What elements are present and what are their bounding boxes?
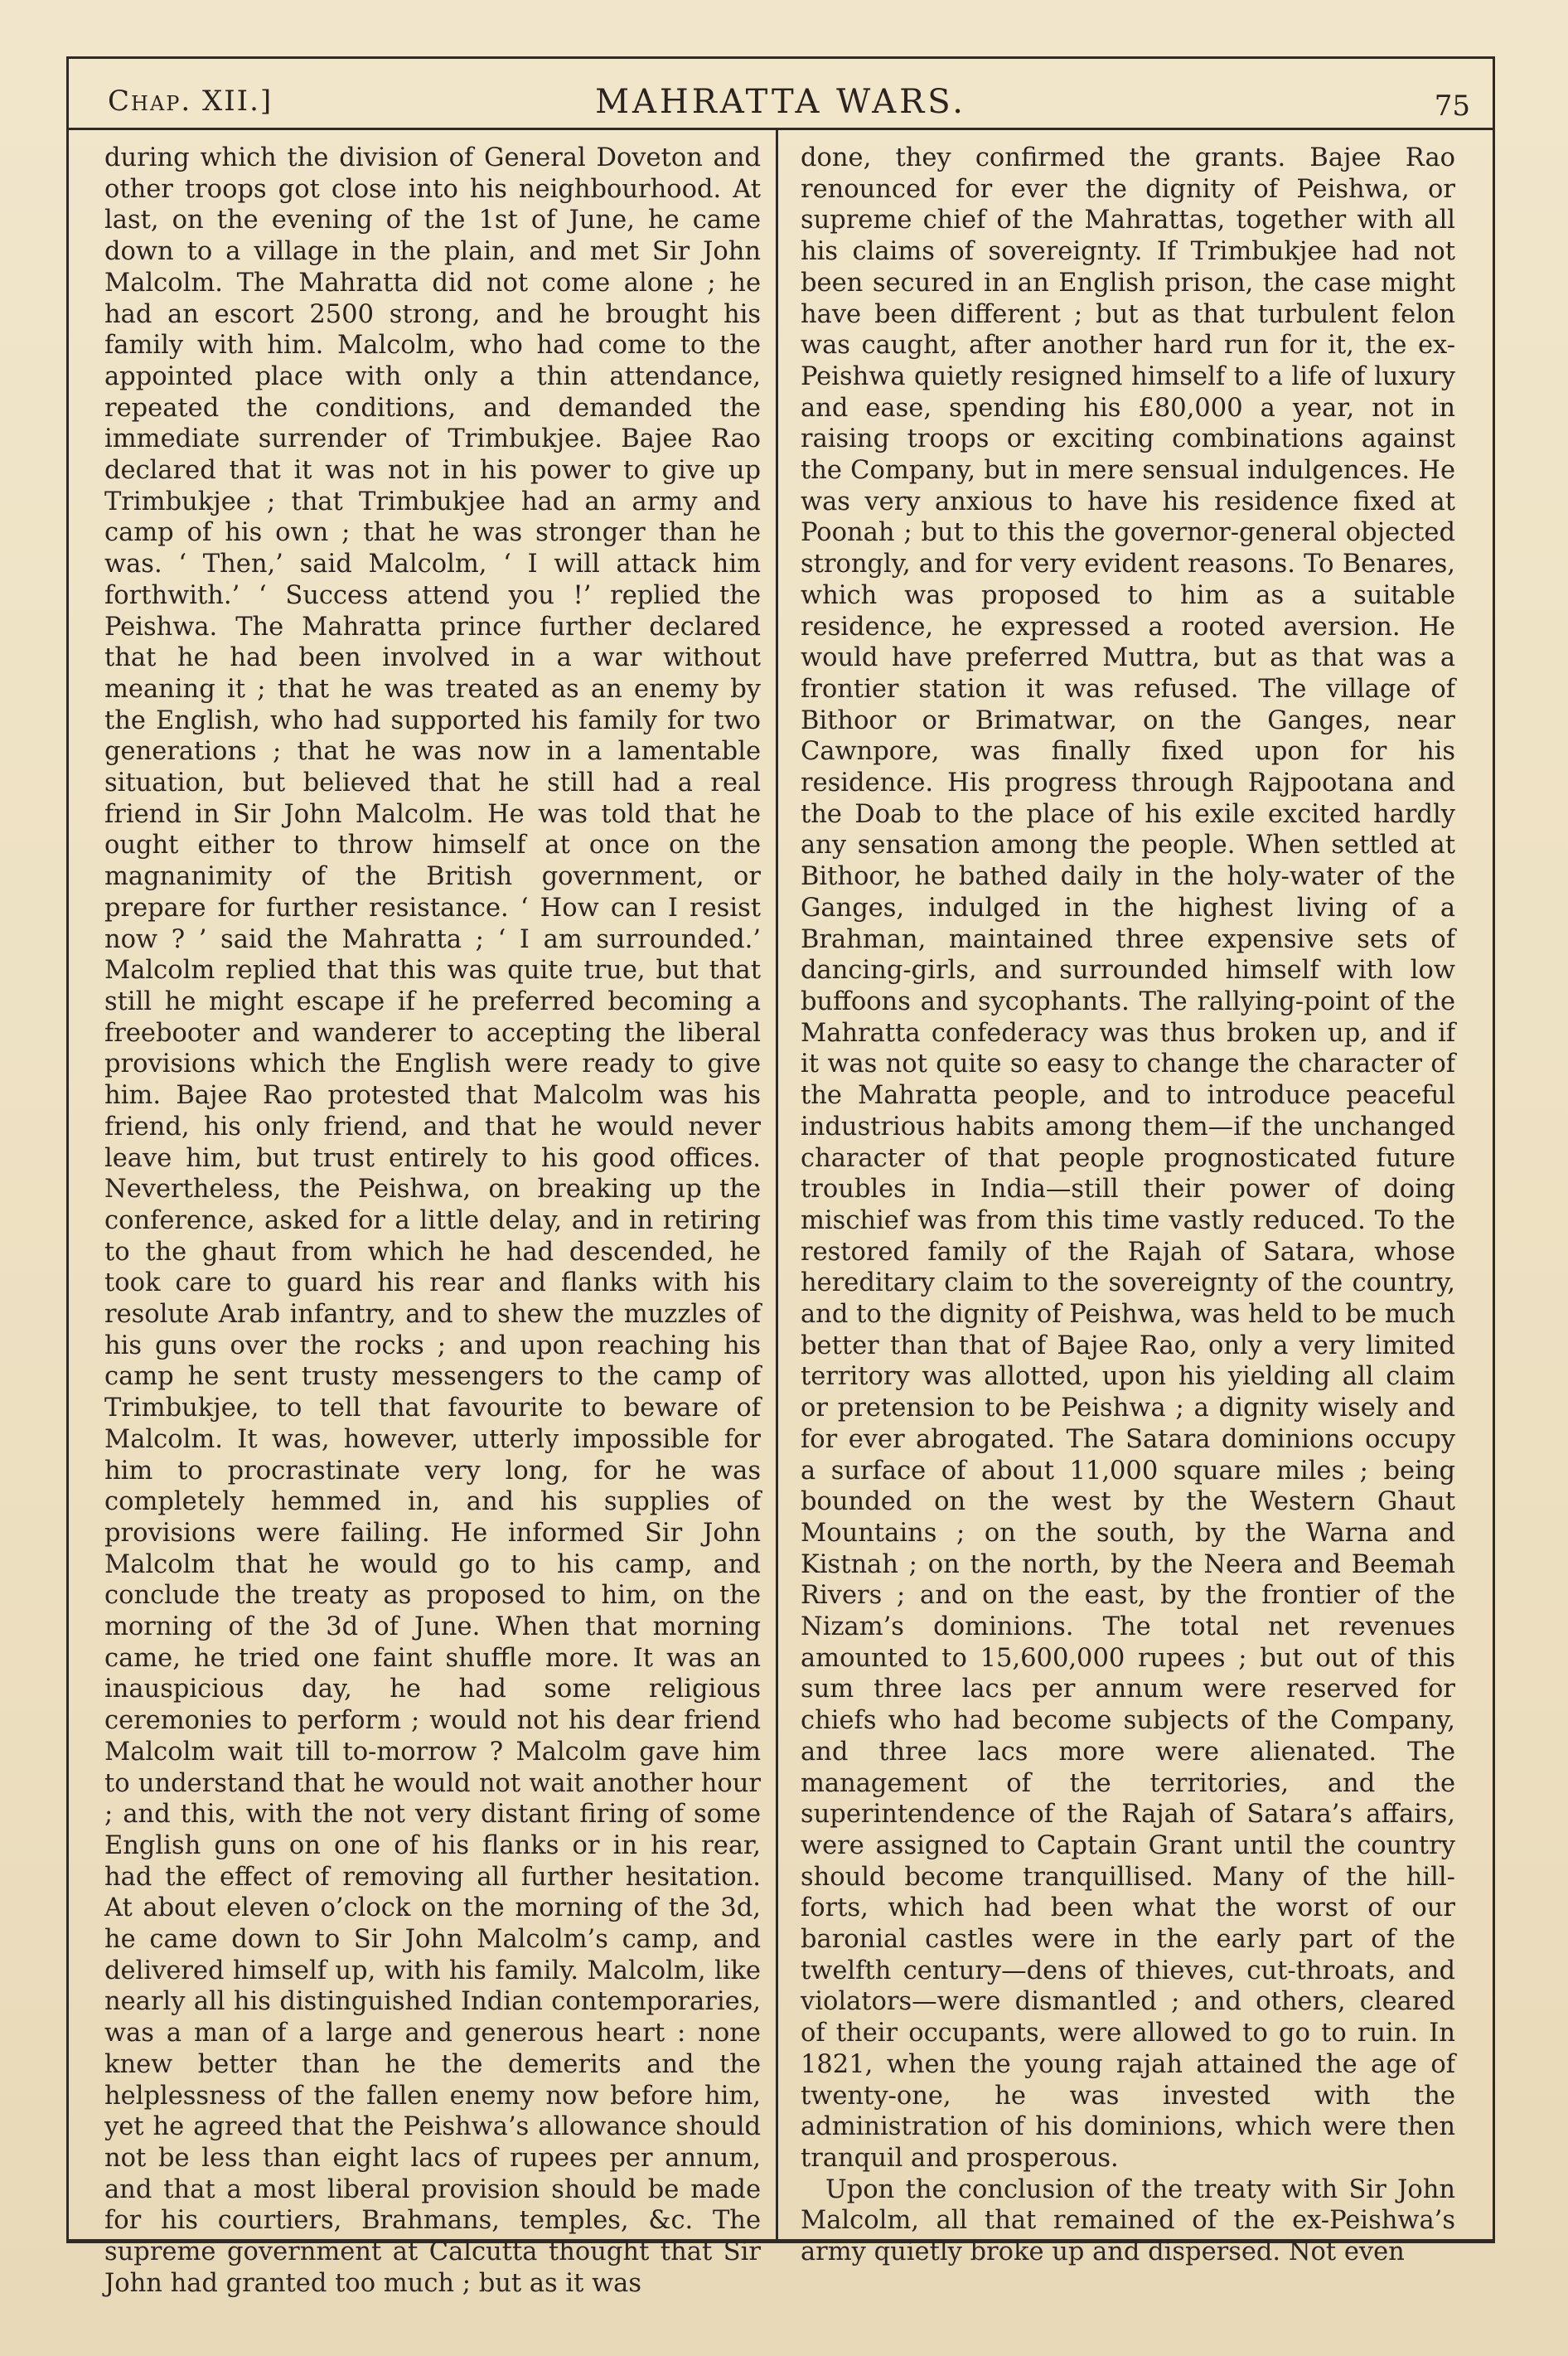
left-column — [104, 143, 761, 2300]
running-header — [66, 70, 1495, 128]
right-column — [801, 143, 1455, 2268]
right-column-paragraph-1: done, they confirmed the grants. Bajee Rao renounced for ever the dignity of Peishwa, or supreme chief of the Mahrattas, together with all his claims of sovereignty. If Trimbukjee had not been secured in an English prison, the case might have been different ; but as that turbulent felon was caught, after another hard run for it, the ex-Peishwa quietly resigned himself to a life of luxury and ease, spending his £80,000 a year, not in raising troops or exciting combinations against the Company, but in mere sensual indulgences. He was very anxious to have his residence fixed at Poonah ; but to this the governor-general objected strongly, and for very evident reasons. To Benares, which was proposed to him as a suitable residence, he expressed a rooted aversion. He would have preferred Muttra, but as that was a frontier station it was refused. The village of Bithoor or Brimatwar, on the Ganges, near Cawnpore, was finally fixed upon for his residence. His progress through Rajpootana and the Doab to the place of his exile excited hardly any sensation among the people. When settled at Bithoor, he bathed daily in the holy-water of the Ganges, indulged in the highest living of a Brahman, maintained three expensive sets of dancing-girls, and surrounded himself with low buffoons and sycophants. The rallying-point of the Mahratta confederacy was thus broken up, and if it was not quite so easy to change the character of the Mahratta people, and to introduce peaceful industrious habits among them—if the unchanged character of that people prognosticated future troubles in India—still their power of doing mischief was from this time vastly reduced. To the restored family of the Rajah of Satara, whose hereditary claim to the sovereignty of the country, and to the dignity of Peishwa, was held to be much better than that of Bajee Rao, only a very limited territory was allotted, upon his yielding all claim or pretension to be Peishwa ; a dignity wisely and for ever abrogated. The Satara dominions occupy a surface of about 11,000 square miles ; being bounded on the west by the Western Ghaut Mountains ; on the south, by the Warna and Kistnah ; on the north, by the Neera and Beemah Rivers ; and on the east, by the frontier of the Nizam’s dominions. The total net revenues amounted to 15,600,000 rupees ; but out of this sum three lacs per annum were reserved for chiefs who had become subjects of the Company, and three lacs more were alienated. The management of the territories, and the superintendence of the Rajah of Satara’s affairs, were assigned to Captain Grant until the country should become tranquillised. Many of the hill-forts, which had been what the worst of our baronial castles were in the early part of the twelfth century—dens of thieves, cut-throats, and violators—were dismantled ; and others, cleared of their occupants, were allowed to go to ruin. In 1821, when the young rajah attained the age of twenty-one, he was invested with the administration of his dominions, which were then tranquil and prosperous. — [801, 143, 1455, 2173]
header-rule — [66, 128, 1495, 130]
column-divider — [776, 130, 778, 2241]
page-number: 75 — [1434, 90, 1470, 123]
chapter-label: Chap. XII.] — [108, 85, 273, 118]
right-column-paragraph-2: Upon the conclusion of the treaty with Sir John Malcolm, all that remained of the ex-Peishwa’s army quietly broke up and dispersed. Not even — [801, 2174, 1455, 2267]
running-title: MAHRATTA WARS. — [595, 83, 966, 121]
left-column-text: during which the division of General Doveton and other troops got close into his neighbourhood. At last, on the evening of the 1st of June, he came down to a village in the plain, and met Sir John Malcolm. The Mahratta did not come alone ; he had an escort 2500 strong, and he brought his family with him. Malcolm, who had come to the appointed place with only a thin attendance, repeated the conditions, and demanded the immediate surrender of Trimbukjee. Bajee Rao declared that it was not in his power to give up Trimbukjee ; that Trimbukjee had an army and camp of his own ; that he was stronger than he was. ‘ Then,’ said Malcolm, ‘ I will attack him forthwith.’ ‘ Success attend you !’ replied the Peishwa. The Mahratta prince further declared that he had been involved in a war without meaning it ; that he was treated as an enemy by the English, who had supported his family for two generations ; that he was now in a lamentable situation, but believed that he still had a real friend in Sir John Malcolm. He was told that he ought either to throw himself at once on the magnanimity of the British government, or prepare for further resistance. ‘ How can I resist now ? ’ said the Mahratta ; ‘ I am surrounded.’ Malcolm replied that this was quite true, but that still he might escape if he preferred becoming a freebooter and wanderer to accepting the liberal provisions which the English were ready to give him. Bajee Rao protested that Malcolm was his friend, his only friend, and that he would never leave him, but trust entirely to his good offices. Nevertheless, the Peishwa, on breaking up the conference, asked for a little delay, and in retiring to the ghaut from which he had descended, he took care to guard his rear and flanks with his resolute Arab infantry, and to shew the muzzles of his guns over the rocks ; and upon reaching his camp he sent trusty messengers to the camp of Trimbukjee, to tell that favourite to beware of Malcolm. It was, however, utterly impossible for him to procrastinate very long, for he was completely hemmed in, and his supplies of provisions were failing. He informed Sir John Malcolm that he would go to his camp, and conclude the treaty as proposed to him, on the morning of the 3d of June. When that morning came, he tried one faint shuffle more. It was an inauspicious day, he had some religious ceremonies to perform ; would not his dear friend Malcolm wait till to-morrow ? Malcolm gave him to understand that he would not wait another hour ; and this, with the not very distant firing of some English guns on one of his flanks or in his rear, had the effect of removing all further hesitation. At about eleven o’clock on the morning of the 3d, he came down to Sir John Malcolm’s camp, and delivered himself up, with his family. Malcolm, like nearly all his distinguished Indian contemporaries, was a man of a large and generous heart : none knew better than he the demerits and the helplessness of the fallen enemy now before him, yet he agreed that the Peishwa’s allowance should not be less than eight lacs of rupees per annum, and that a most liberal provision should be made for his courtiers, Brahmans, temples, &c. The supreme government at Calcutta thought that Sir John had granted too much ; but as it was — [104, 143, 761, 2298]
